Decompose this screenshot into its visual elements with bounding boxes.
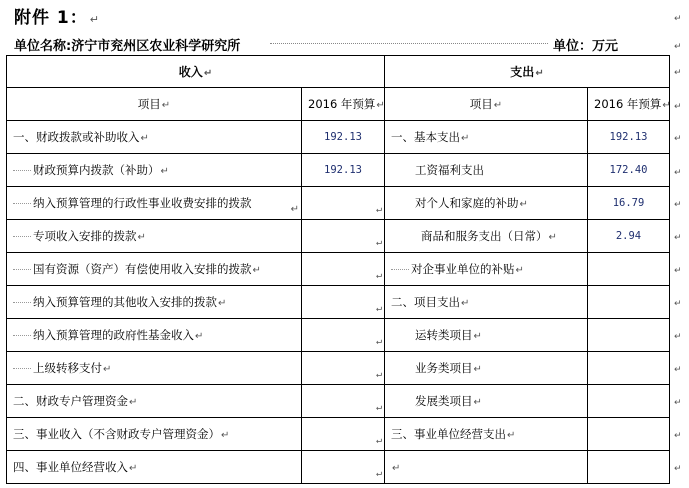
income-value: ↵: [302, 385, 385, 418]
income-item: 纳入预算管理的其他收入安排的拨款↵: [7, 286, 302, 319]
table-row: [7, 385, 670, 418]
income-header: 收入↵: [7, 56, 385, 88]
expense-item: 发展类项目↵: [385, 385, 588, 418]
income-value: ↵: [302, 220, 385, 253]
table-row: [7, 286, 670, 319]
expense-value: 172.40: [588, 154, 670, 187]
income-item: 一、财政拨款或补助收入↵: [7, 121, 302, 154]
expense-value: [588, 451, 670, 484]
income-item: 上级转移支付↵: [7, 352, 302, 385]
income-item: 纳入预算管理的行政性事业收费安排的拨款 ↵: [7, 187, 302, 220]
expense-item: 三、事业单位经营支出↵: [385, 418, 588, 451]
right-margin-mark: ↵: [674, 431, 682, 441]
expense-value: 16.79: [588, 187, 670, 220]
expense-item: 运转类项目↵: [385, 319, 588, 352]
unit-name: 单位名称:济宁市兖州区农业科学研究所: [14, 39, 241, 54]
expense-item: 一、基本支出↵: [385, 121, 588, 154]
right-margin-mark: ↵: [674, 299, 682, 309]
unit-measure: 单位：万元: [553, 39, 619, 54]
right-margin-mark: ↵: [674, 332, 682, 342]
unit-info-line: [14, 35, 634, 53]
expense-value: [588, 352, 670, 385]
income-value: ↵: [302, 253, 385, 286]
table-row: [7, 253, 670, 286]
table-row: [7, 154, 670, 187]
table-header-row: [7, 56, 670, 88]
expense-item: ↵: [385, 451, 588, 484]
expense-item: 工资福利支出: [385, 154, 588, 187]
right-margin-mark: ↵: [674, 464, 682, 474]
income-value: 192.13: [302, 154, 385, 187]
expense-item: 商品和服务支出（日常）↵: [385, 220, 588, 253]
expense-item: 业务类项目↵: [385, 352, 588, 385]
right-margin-mark: ↵: [674, 168, 682, 178]
expense-value: [588, 418, 670, 451]
income-value: ↵: [302, 286, 385, 319]
dotted-leader: [270, 43, 548, 44]
right-margin-mark: ↵: [674, 365, 682, 375]
right-margin-mark: ↵: [674, 266, 682, 276]
budget-table: [6, 55, 670, 484]
income-col-budget: 2016 年预算↵: [302, 88, 385, 121]
income-item: 国有资源（资产）有偿使用收入安排的拨款↵: [7, 253, 302, 286]
right-margin-mark: ↵: [674, 102, 682, 112]
income-col-item: 项目↵: [7, 88, 302, 121]
table-row: [7, 319, 670, 352]
expense-value: [588, 319, 670, 352]
income-item: 财政预算内拨款（补助）↵: [7, 154, 302, 187]
expense-value: 192.13: [588, 121, 670, 154]
right-margin-mark: ↵: [674, 42, 682, 52]
expense-col-item: 项目↵: [385, 88, 588, 121]
expense-col-budget: 2016 年预算↵: [588, 88, 670, 121]
table-row: [7, 418, 670, 451]
income-value: ↵: [302, 187, 385, 220]
expense-value: [588, 385, 670, 418]
income-value: ↵: [302, 352, 385, 385]
right-margin-mark: ↵: [674, 398, 682, 408]
right-margin-mark: ↵: [674, 14, 682, 24]
income-value: ↵: [302, 319, 385, 352]
income-item: 三、事业收入（不含财政专户管理资金）↵: [7, 418, 302, 451]
income-item: 纳入预算管理的政府性基金收入↵: [7, 319, 302, 352]
right-margin-mark: ↵: [674, 68, 682, 78]
income-value: ↵: [302, 451, 385, 484]
table-row: [7, 187, 670, 220]
expense-value: [588, 286, 670, 319]
income-value: 192.13: [302, 121, 385, 154]
table-row: [7, 220, 670, 253]
attachment-title: [14, 3, 100, 28]
table-row: [7, 352, 670, 385]
income-value: ↵: [302, 418, 385, 451]
expense-value: 2.94: [588, 220, 670, 253]
paragraph-mark: ↵: [89, 13, 100, 26]
expense-header: 支出↵: [385, 56, 670, 88]
table-row: [7, 121, 670, 154]
table-row: [7, 451, 670, 484]
attachment-title-text: 附件 1：: [14, 8, 88, 28]
table-subheader-row: [7, 88, 670, 121]
expense-item: 二、项目支出↵: [385, 286, 588, 319]
income-item: 四、事业单位经营收入↵: [7, 451, 302, 484]
income-item: 二、财政专户管理资金↵: [7, 385, 302, 418]
right-margin-mark: ↵: [674, 200, 682, 210]
income-item: 专项收入安排的拨款↵: [7, 220, 302, 253]
right-margin-mark: ↵: [674, 233, 682, 243]
expense-item: 对企事业单位的补贴↵: [385, 253, 588, 286]
expense-item: 对个人和家庭的补助↵: [385, 187, 588, 220]
right-margin-mark: ↵: [674, 134, 682, 144]
expense-value: [588, 253, 670, 286]
